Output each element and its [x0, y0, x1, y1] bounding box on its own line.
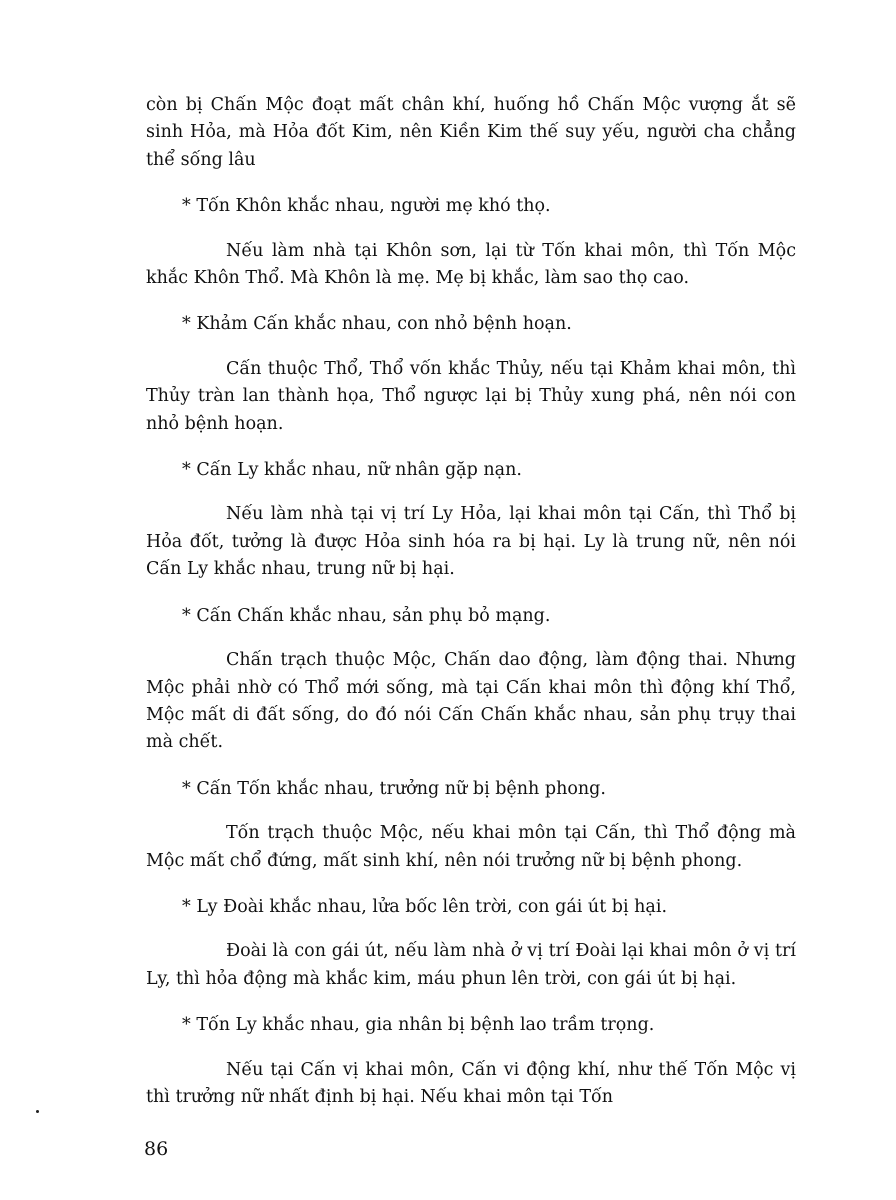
paragraph-continuation: còn bị Chấn Mộc đoạt mất chân khí, huống hồ Chấn Mộc vượng ắt sẽ sinh Hỏa, mà Hỏa đốt Kim, nên Kiền Kim thế suy yếu, người cha chẳng thể sống lâu — [146, 95, 796, 170]
paragraph-ly-doai: Đoài là con gái út, nếu làm nhà ở vị trí Đoài lại khai môn ở vị trí Ly, thì hỏa động mà khắc kim, máu phun lên trời, con gái út bị hại. — [146, 941, 796, 989]
heading-can-chan: * Cấn Chấn khắc nhau, sản phụ bỏ mạng. — [182, 605, 551, 626]
paragraph-can-chan: Chấn trạch thuộc Mộc, Chấn dao động, làm động thai. Nhưng Mộc phải nhờ có Thổ mới sống, mà tại Cấn khai môn thì động khí Thổ, Mộc mất di đất sống, do đó nói Cấn Chấn khắc nhau, sản phụ trụy thai mà chết. — [146, 650, 796, 753]
heading-kham-can: * Khảm Cấn khắc nhau, con nhỏ bệnh hoạn. — [182, 314, 572, 335]
heading-ly-doai: * Ly Đoài khắc nhau, lửa bốc lên trời, con gái út bị hại. — [182, 896, 668, 917]
paragraph-can-ly: Nếu làm nhà tại vị trí Ly Hỏa, lại khai môn tại Cấn, thì Thổ bị Hỏa đốt, tưởng là được Hỏa sinh hóa ra bị hại. Ly là trung nữ, nên nói Cấn Ly khắc nhau, trung nữ bị hại. — [146, 504, 796, 580]
paragraph-kham-can: Cấn thuộc Thổ, Thổ vốn khắc Thủy, nếu tại Khảm khai môn, thì Thủy tràn lan thành họa, Thổ ngược lại bị Thủy xung phá, nên nói con nhỏ bệnh hoạn. — [146, 358, 796, 434]
page-number: 86 — [144, 1138, 169, 1160]
paragraph-can-ton: Tốn trạch thuộc Mộc, nếu khai môn tại Cấn, thì Thổ động mà Mộc mất chổ đứng, mất sinh khí, nên nói trưởng nữ bị bệnh phong. — [146, 823, 796, 871]
scan-speck — [36, 1110, 39, 1113]
paragraph-ton-khon: Nếu làm nhà tại Khôn sơn, lại từ Tốn khai môn, thì Tốn Mộc khắc Khôn Thổ. Mà Khôn là mẹ. Mẹ bị khắc, làm sao thọ cao. — [146, 240, 796, 289]
heading-ton-ly: * Tốn Ly khắc nhau, gia nhân bị bệnh lao trầm trọng. — [182, 1015, 655, 1036]
heading-can-ton: * Cấn Tốn khắc nhau, trưởng nữ bị bệnh phong. — [182, 778, 606, 799]
heading-can-ly: * Cấn Ly khắc nhau, nữ nhân gặp nạn. — [182, 460, 522, 481]
heading-ton-khon: * Tốn Khôn khắc nhau, người mẹ khó thọ. — [182, 196, 551, 217]
body-text — [146, 92, 796, 1111]
paragraph-ton-ly: Nếu tại Cấn vị khai môn, Cấn vi động khí, như thế Tốn Mộc vị thì trưởng nữ nhất định bị hại. Nếu khai môn tại Tốn — [146, 1059, 796, 1107]
